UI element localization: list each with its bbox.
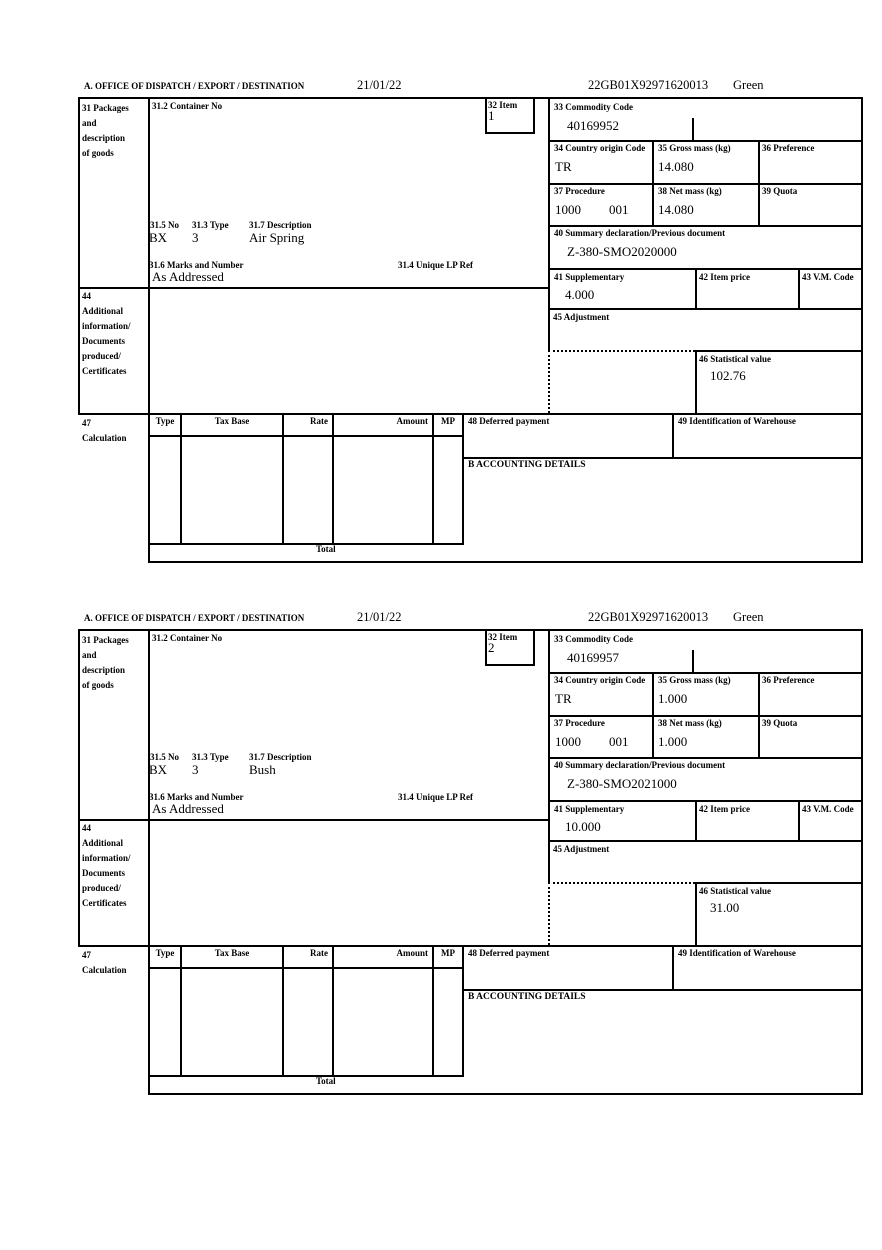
mrn-value: 22GB01X92971620013 — [588, 610, 709, 624]
box35-gross-mass-label: 35 Gross mass (kg) — [658, 675, 731, 685]
box49-warehouse-label: 49 Identification of Warehouse — [678, 416, 796, 426]
box31-label-line: description — [82, 133, 126, 143]
grid-line — [758, 672, 760, 757]
box31-label-line: 31 Packages — [82, 103, 129, 113]
statistical-value: 31.00 — [710, 900, 740, 915]
procedure-value: 1000 — [555, 734, 581, 749]
grid-line — [432, 945, 434, 1075]
gross-mass-value: 14.080 — [658, 159, 694, 174]
dotted-divider-line — [548, 350, 695, 352]
grid-line — [798, 800, 800, 840]
grid-line — [548, 840, 863, 842]
grid-line — [695, 268, 697, 308]
grid-line — [148, 561, 863, 563]
box33-commodity-label: 33 Commodity Code — [554, 634, 633, 644]
grid-line — [548, 715, 863, 717]
office-of-dispatch-label: A. OFFICE OF DISPATCH / EXPORT / DESTINATION — [84, 613, 305, 623]
grid-line — [180, 413, 182, 543]
calc-col-mp-header: MP — [441, 416, 455, 426]
grid-line — [758, 140, 760, 225]
declaration-item-block-2 — [78, 612, 868, 1102]
grid-line — [548, 800, 863, 802]
grid-line — [548, 629, 550, 882]
box49-warehouse-label: 49 Identification of Warehouse — [678, 948, 796, 958]
item-number-value: 2 — [488, 640, 495, 655]
commodity-code-value: 40169957 — [567, 650, 619, 665]
box47-label-line: Calculation — [82, 965, 127, 975]
grid-line — [652, 672, 654, 757]
office-of-dispatch-label: A. OFFICE OF DISPATCH / EXPORT / DESTINATION — [84, 81, 305, 91]
box44-label-line: produced/ — [82, 351, 121, 361]
grid-line — [548, 183, 863, 185]
box47-calculation-label — [82, 416, 127, 446]
grid-line — [548, 672, 863, 674]
grid-line — [695, 350, 863, 352]
routing-value: Green — [733, 78, 764, 92]
box44-label-line: Documents — [82, 336, 125, 346]
total-label: Total — [316, 1076, 336, 1086]
date-value: 21/01/22 — [357, 78, 402, 92]
grid-line — [695, 882, 863, 884]
commodity-code-divider-line — [692, 650, 694, 672]
grid-line — [462, 457, 863, 459]
box43-vm-code-label: 43 V.M. Code — [802, 804, 854, 814]
grid-line — [148, 1093, 863, 1095]
box31-3-type-label: 31.3 Type — [192, 220, 229, 230]
procedure-value: 1000 — [555, 202, 581, 217]
calc-col-type-header: Type — [155, 416, 175, 426]
dotted-divider-line — [548, 882, 695, 884]
commodity-code-value: 40169952 — [567, 118, 619, 133]
grid-line — [432, 413, 434, 543]
box31-5-no-label: 31.5 No — [150, 752, 179, 762]
country-origin-value: TR — [555, 691, 572, 706]
grid-line — [78, 629, 863, 631]
box33-commodity-label: 33 Commodity Code — [554, 102, 633, 112]
procedure-extra-value: 001 — [609, 202, 629, 217]
grid-line — [78, 97, 80, 413]
gross-mass-value: 1.000 — [658, 691, 688, 706]
box31-label-line: and — [82, 118, 97, 128]
declaration-item-block-1 — [78, 80, 868, 570]
package-type-value: 3 — [192, 230, 199, 245]
box31-4-unique-lp-label: 31.4 Unique LP Ref — [398, 260, 474, 270]
box46-statistical-label: 46 Statistical value — [699, 886, 771, 896]
box44-label-line: 44 — [82, 291, 91, 301]
grid-line — [148, 97, 150, 563]
calc-col-amount-header: Amount — [396, 416, 428, 426]
grid-line — [695, 882, 697, 945]
box48-deferred-payment-label: 48 Deferred payment — [468, 416, 550, 426]
box47-label-line: 47 — [82, 950, 91, 960]
box46-statistical-label: 46 Statistical value — [699, 354, 771, 364]
calc-col-rate-header: Rate — [310, 416, 328, 426]
box31-2-container-label: 31.2 Container No — [152, 101, 223, 111]
grid-line — [672, 413, 674, 457]
box44-label-line: Documents — [82, 868, 125, 878]
grid-line — [798, 268, 800, 308]
box31-6-marks-label: 31.6 Marks and Number — [149, 260, 244, 270]
box32-item-label: 32 Item — [488, 100, 518, 110]
grid-line — [282, 413, 284, 543]
box39-quota-label: 39 Quota — [762, 186, 798, 196]
mrn-value: 22GB01X92971620013 — [588, 78, 709, 92]
grid-line — [180, 945, 182, 1075]
grid-line — [148, 629, 150, 1095]
box32-item-label: 32 Item — [488, 632, 518, 642]
grid-line — [548, 308, 863, 310]
grid-line — [462, 945, 464, 1075]
box31-5-no-label: 31.5 No — [150, 220, 179, 230]
total-label: Total — [316, 544, 336, 554]
calc-col-amount-header: Amount — [396, 948, 428, 958]
grid-line — [485, 629, 487, 664]
dotted-divider-line — [548, 350, 550, 413]
grid-line — [148, 435, 464, 437]
accounting-details-label: B ACCOUNTING DETAILS — [468, 992, 586, 1002]
statistical-value: 102.76 — [710, 368, 746, 383]
dotted-divider-line — [548, 882, 550, 945]
grid-line — [148, 1075, 464, 1077]
calc-col-mp-header: MP — [441, 948, 455, 958]
box31-7-description-label: 31.7 Description — [249, 752, 312, 762]
grid-line — [652, 140, 654, 225]
marks-and-number-value: As Addressed — [152, 269, 224, 284]
package-no-value: BX — [149, 230, 168, 245]
calc-col-tax-base-header: Tax Base — [214, 416, 250, 426]
box40-previous-document-label: 40 Summary declaration/Previous document — [554, 760, 726, 770]
grid-line — [485, 132, 535, 134]
box31-label-line: of goods — [82, 148, 114, 158]
box48-deferred-payment-label: 48 Deferred payment — [468, 948, 550, 958]
box44-label-line: produced/ — [82, 883, 121, 893]
item-number-value: 1 — [488, 108, 495, 123]
box35-gross-mass-label: 35 Gross mass (kg) — [658, 143, 731, 153]
box31-label-line: description — [82, 665, 126, 675]
package-type-value: 3 — [192, 762, 199, 777]
grid-line — [548, 268, 863, 270]
grid-line — [861, 97, 863, 563]
net-mass-value: 14.080 — [658, 202, 694, 217]
box44-additional-info-label — [82, 289, 131, 379]
box44-additional-info-label — [82, 821, 131, 911]
box44-label-line: information/ — [82, 321, 131, 331]
net-mass-value: 1.000 — [658, 734, 688, 749]
grid-line — [533, 629, 535, 664]
box31-3-type-label: 31.3 Type — [192, 752, 229, 762]
grid-line — [462, 413, 464, 543]
grid-line — [78, 97, 863, 99]
box31-label-line: of goods — [82, 680, 114, 690]
box43-vm-code-label: 43 V.M. Code — [802, 272, 854, 282]
calc-col-type-header: Type — [155, 948, 175, 958]
package-no-value: BX — [149, 762, 168, 777]
grid-line — [695, 800, 697, 840]
box31-6-marks-label: 31.6 Marks and Number — [149, 792, 244, 802]
grid-line — [485, 664, 535, 666]
goods-description-value: Air Spring — [249, 230, 305, 245]
calc-col-rate-header: Rate — [310, 948, 328, 958]
previous-document-value: Z-380-SMO2021000 — [567, 776, 677, 791]
box31-2-container-label: 31.2 Container No — [152, 633, 223, 643]
grid-line — [78, 629, 80, 945]
calc-col-tax-base-header: Tax Base — [214, 948, 250, 958]
grid-line — [485, 97, 487, 132]
box41-supplementary-label: 41 Supplementary — [554, 804, 625, 814]
box37-procedure-label: 37 Procedure — [554, 186, 605, 196]
box34-origin-label: 34 Country origin Code — [554, 143, 646, 153]
box38-net-mass-label: 38 Net mass (kg) — [658, 186, 722, 196]
box45-adjustment-label: 45 Adjustment — [553, 312, 610, 322]
grid-line — [548, 140, 863, 142]
box31-4-unique-lp-label: 31.4 Unique LP Ref — [398, 792, 474, 802]
grid-line — [533, 97, 535, 132]
box37-procedure-label: 37 Procedure — [554, 718, 605, 728]
grid-line — [282, 945, 284, 1075]
procedure-extra-value: 001 — [609, 734, 629, 749]
box45-adjustment-label: 45 Adjustment — [553, 844, 610, 854]
box36-preference-label: 36 Preference — [762, 675, 815, 685]
previous-document-value: Z-380-SMO2020000 — [567, 244, 677, 259]
grid-line — [78, 413, 863, 415]
box38-net-mass-label: 38 Net mass (kg) — [658, 718, 722, 728]
box44-label-line: 44 — [82, 823, 91, 833]
box44-label-line: Certificates — [82, 366, 127, 376]
grid-line — [672, 945, 674, 989]
accounting-details-label: B ACCOUNTING DETAILS — [468, 460, 586, 470]
box39-quota-label: 39 Quota — [762, 718, 798, 728]
box40-previous-document-label: 40 Summary declaration/Previous document — [554, 228, 726, 238]
box44-label-line: Certificates — [82, 898, 127, 908]
supplementary-value: 4.000 — [565, 287, 595, 302]
routing-value: Green — [733, 610, 764, 624]
box47-label-line: 47 — [82, 418, 91, 428]
marks-and-number-value: As Addressed — [152, 801, 224, 816]
grid-line — [148, 543, 464, 545]
grid-line — [78, 945, 863, 947]
supplementary-value: 10.000 — [565, 819, 601, 834]
box42-item-price-label: 42 Item price — [699, 804, 750, 814]
box31-packages-label — [82, 101, 129, 161]
box47-label-line: Calculation — [82, 433, 127, 443]
box44-label-line: Additional — [82, 838, 124, 848]
goods-description-value: Bush — [249, 762, 276, 777]
box41-supplementary-label: 41 Supplementary — [554, 272, 625, 282]
country-origin-value: TR — [555, 159, 572, 174]
box34-origin-label: 34 Country origin Code — [554, 675, 646, 685]
grid-line — [861, 629, 863, 1095]
grid-line — [695, 350, 697, 413]
box44-label-line: information/ — [82, 853, 131, 863]
box42-item-price-label: 42 Item price — [699, 272, 750, 282]
grid-line — [548, 757, 863, 759]
box36-preference-label: 36 Preference — [762, 143, 815, 153]
grid-line — [548, 97, 550, 350]
box31-label-line: and — [82, 650, 97, 660]
grid-line — [332, 413, 334, 543]
box31-label-line: 31 Packages — [82, 635, 129, 645]
grid-line — [462, 989, 863, 991]
grid-line — [548, 225, 863, 227]
box31-7-description-label: 31.7 Description — [249, 220, 312, 230]
commodity-code-divider-line — [692, 118, 694, 140]
box31-packages-label — [82, 633, 129, 693]
date-value: 21/01/22 — [357, 610, 402, 624]
grid-line — [148, 967, 464, 969]
box47-calculation-label — [82, 948, 127, 978]
box44-label-line: Additional — [82, 306, 124, 316]
grid-line — [332, 945, 334, 1075]
